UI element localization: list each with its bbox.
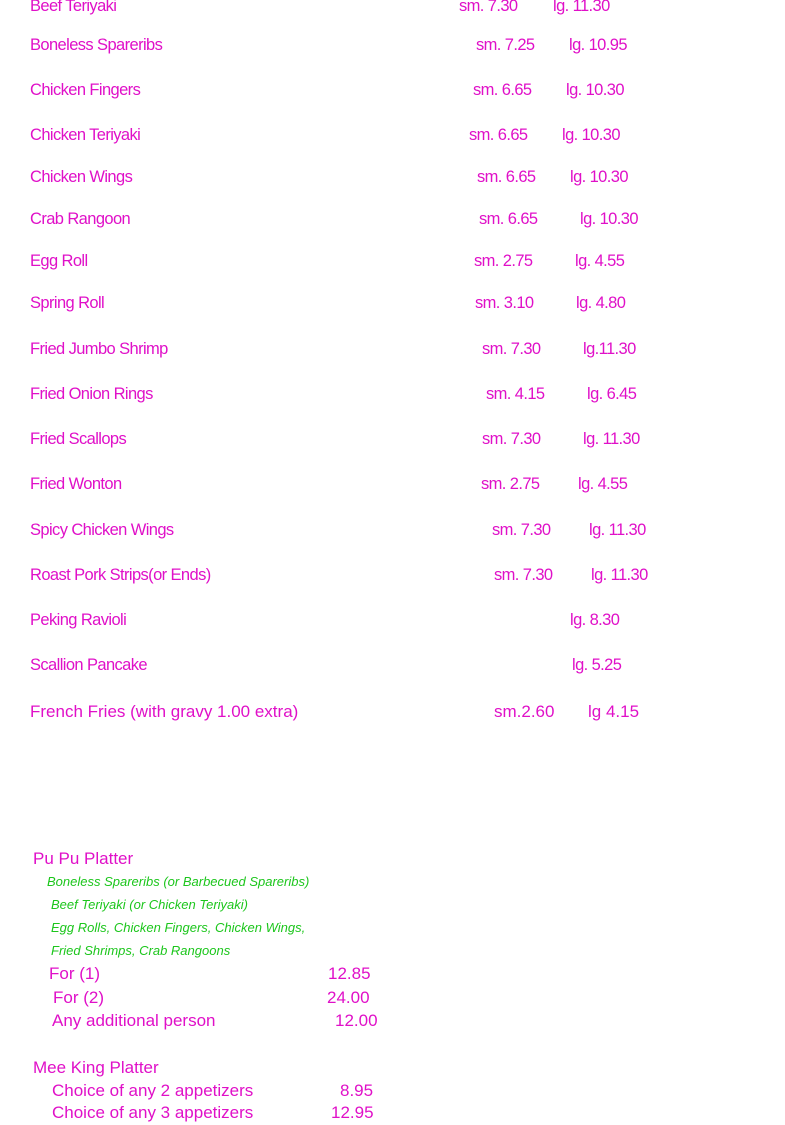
large-price: lg. 6.45 bbox=[587, 385, 637, 403]
platter-price-row bbox=[0, 1081, 785, 1103]
menu-item bbox=[0, 430, 785, 454]
large-price: lg. 11.30 bbox=[589, 521, 646, 539]
menu-item bbox=[0, 656, 785, 680]
platter-serving-label: For (1) bbox=[49, 964, 100, 983]
item-name: Fried Wonton bbox=[30, 475, 122, 493]
large-price: lg. 4.80 bbox=[576, 294, 626, 312]
menu-item bbox=[0, 252, 785, 276]
menu-item bbox=[0, 210, 785, 234]
item-name: Chicken Wings bbox=[30, 168, 133, 186]
item-name: Chicken Teriyaki bbox=[30, 126, 141, 144]
item-name: Crab Rangoon bbox=[30, 210, 131, 228]
platter-price-row bbox=[0, 964, 785, 986]
large-price: lg. 8.30 bbox=[570, 611, 620, 629]
large-price: lg. 4.55 bbox=[575, 252, 625, 270]
small-price: sm. 6.65 bbox=[473, 81, 532, 99]
menu-item bbox=[0, 81, 785, 105]
platter-price-row bbox=[0, 1103, 785, 1125]
small-price: sm. 7.30 bbox=[492, 521, 551, 539]
platter-title: Pu Pu Platter bbox=[33, 849, 134, 868]
small-price: sm. 6.65 bbox=[479, 210, 538, 228]
small-price: sm. 7.30 bbox=[459, 0, 518, 15]
platter-serving-label: Choice of any 3 appetizers bbox=[52, 1103, 254, 1122]
item-name: Fried Jumbo Shrimp bbox=[30, 340, 168, 358]
large-price: lg. 10.95 bbox=[569, 36, 627, 54]
large-price: lg. 11.30 bbox=[583, 430, 640, 448]
large-price: lg 4.15 bbox=[588, 702, 640, 721]
large-price: lg. 10.30 bbox=[570, 168, 628, 186]
large-price: lg. 10.30 bbox=[580, 210, 638, 228]
item-name: Peking Ravioli bbox=[30, 611, 127, 629]
item-name: French Fries (with gravy 1.00 extra) bbox=[30, 702, 299, 721]
small-price: sm. 7.30 bbox=[494, 566, 553, 584]
item-name: Beef Teriyaki bbox=[30, 0, 117, 15]
small-price: sm. 4.15 bbox=[486, 385, 545, 403]
platter-price-row bbox=[0, 988, 785, 1010]
platter-price: 12.95 bbox=[331, 1103, 374, 1122]
menu-item bbox=[0, 385, 785, 409]
menu-item bbox=[0, 0, 785, 21]
small-price: sm. 7.30 bbox=[482, 430, 541, 448]
platter-price: 12.85 bbox=[328, 964, 371, 983]
item-name: Scallion Pancake bbox=[30, 656, 147, 674]
menu-item bbox=[0, 566, 785, 590]
item-name: Boneless Spareribs bbox=[30, 36, 163, 54]
platter-price: 8.95 bbox=[340, 1081, 374, 1100]
small-price: sm. 6.65 bbox=[477, 168, 536, 186]
platter-price-row bbox=[0, 1011, 785, 1033]
small-price: sm. 2.75 bbox=[481, 475, 540, 493]
item-name: Fried Scallops bbox=[30, 430, 127, 448]
platter-description: Boneless Spareribs (or Barbecued Spareribs) bbox=[47, 874, 310, 889]
large-price: lg. 11.30 bbox=[553, 0, 610, 15]
menu-item bbox=[0, 36, 785, 60]
large-price: lg. 10.30 bbox=[562, 126, 620, 144]
small-price: sm.2.60 bbox=[494, 702, 555, 721]
platter-description: Beef Teriyaki (or Chicken Teriyaki) bbox=[51, 897, 248, 912]
item-name: Spicy Chicken Wings bbox=[30, 521, 174, 539]
menu-item bbox=[0, 475, 785, 499]
small-price: sm. 2.75 bbox=[474, 252, 533, 270]
menu-item bbox=[0, 126, 785, 150]
platter-price: 24.00 bbox=[327, 988, 370, 1007]
menu-item bbox=[0, 168, 785, 192]
large-price: lg.11.30 bbox=[583, 340, 636, 358]
platter-price: 12.00 bbox=[335, 1011, 378, 1030]
item-name: Spring Roll bbox=[30, 294, 105, 312]
platter-description: Fried Shrimps, Crab Rangoons bbox=[51, 943, 231, 958]
large-price: lg. 4.55 bbox=[578, 475, 628, 493]
menu-item bbox=[0, 702, 785, 726]
menu-item bbox=[0, 340, 785, 364]
small-price: sm. 3.10 bbox=[475, 294, 534, 312]
small-price: sm. 7.30 bbox=[482, 340, 541, 358]
menu-item bbox=[0, 521, 785, 545]
platter-serving-label: For (2) bbox=[53, 988, 104, 1007]
large-price: lg. 11.30 bbox=[591, 566, 648, 584]
item-name: Egg Roll bbox=[30, 252, 88, 270]
platter-title: Mee King Platter bbox=[33, 1058, 159, 1077]
small-price: sm. 6.65 bbox=[469, 126, 528, 144]
small-price: sm. 7.25 bbox=[476, 36, 535, 54]
item-name: Fried Onion Rings bbox=[30, 385, 153, 403]
platter-serving-label: Any additional person bbox=[52, 1011, 216, 1030]
platter-serving-label: Choice of any 2 appetizers bbox=[52, 1081, 254, 1100]
platter-description: Egg Rolls, Chicken Fingers, Chicken Wings, bbox=[51, 920, 306, 935]
large-price: lg. 5.25 bbox=[572, 656, 622, 674]
item-name: Chicken Fingers bbox=[30, 81, 141, 99]
menu-item bbox=[0, 294, 785, 318]
menu-item bbox=[0, 611, 785, 635]
large-price: lg. 10.30 bbox=[566, 81, 624, 99]
item-name: Roast Pork Strips(or Ends) bbox=[30, 566, 211, 584]
